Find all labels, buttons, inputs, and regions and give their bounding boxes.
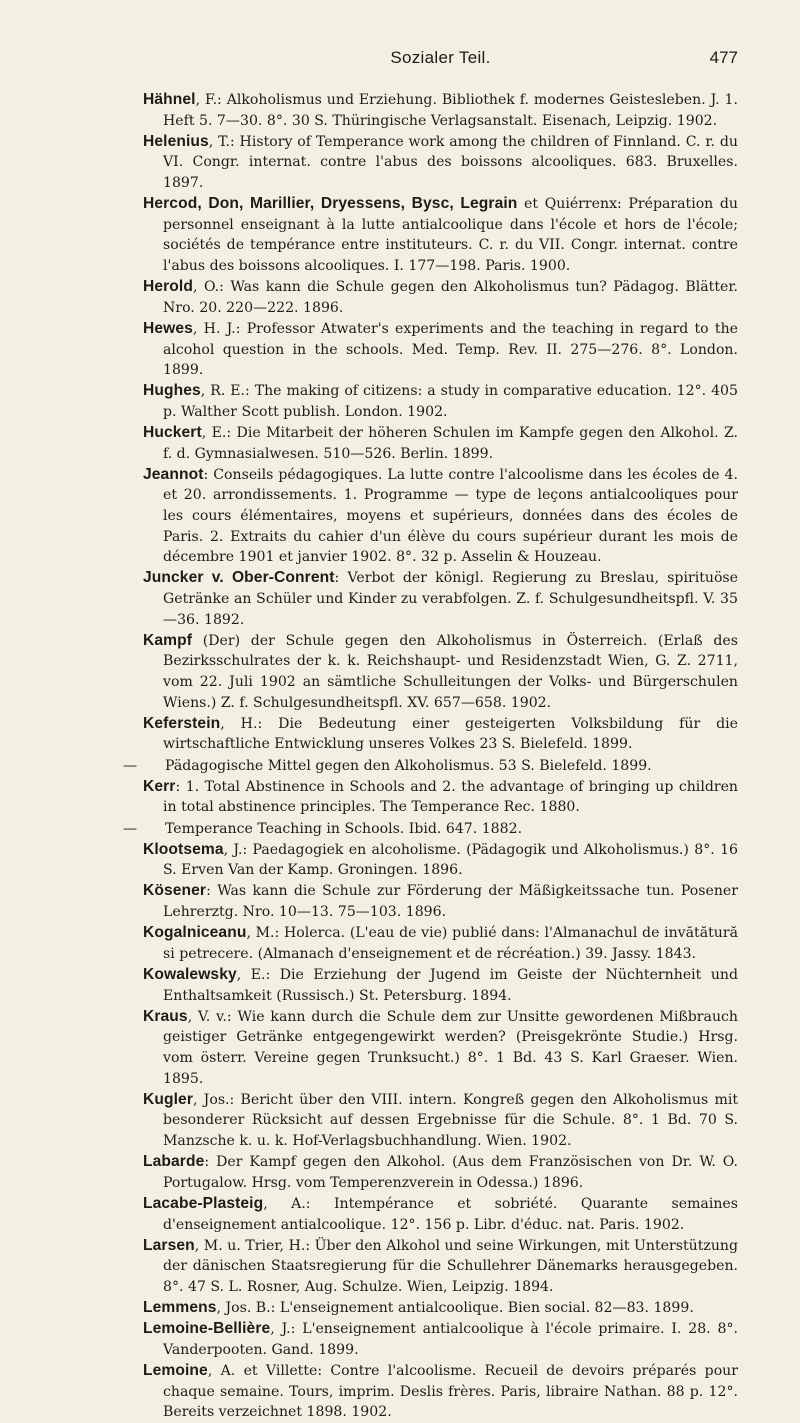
- bibliography-entry: [143, 965, 738, 1006]
- entry-author: Juncker v. Ober-Conrent: [143, 569, 335, 587]
- ditto-dash: —: [123, 757, 138, 774]
- bibliography-entry: [143, 423, 738, 464]
- entry-author: Kowalewsky: [143, 966, 237, 984]
- bibliography-entry: [143, 194, 738, 276]
- bibliography-entry: [143, 840, 738, 881]
- entry-details: , R. E.: The making of citizens: a study in comparative education. 12°. 405 p. Walther Scott publish. London. 1902.: [163, 383, 738, 420]
- entry-details: , A. et Villette: Contre l'alcoolisme. Recueil de devoirs préparés pour chaque semaine. Tours, imprim. Deslis frères. Paris, libraire Nathan. 88 p. 12°. Bereits verzeichnet 1898. 1902.: [163, 1363, 738, 1421]
- entry-author: Kraus: [143, 1007, 188, 1025]
- entry-details: , H. J.: Professor Atwater's experiments and the teaching in regard to the alcohol question in the schools. Med. Temp. Rev. II. 275—276. 8°. London. 1899.: [163, 320, 738, 379]
- entry-author: Hughes: [143, 382, 201, 400]
- entry-author: Lemoine-Bellière: [143, 1320, 271, 1338]
- bibliography-entry: [143, 1236, 738, 1298]
- bibliography-entry: [143, 1007, 738, 1089]
- entry-details: , E.: Die Erziehung der Jugend im Geiste der Nüchternheit und Enthaltsamkeit (Russisch.) St. Petersburg. 1894.: [163, 967, 738, 1004]
- entry-details: : Der Kampf gegen den Alkohol. (Aus dem Französischen von Dr. W. O. Portugalow. Hrsg. vom Temperenzverein in Odessa.) 1896.: [163, 1154, 738, 1191]
- entry-author: Hähnel: [143, 91, 196, 108]
- entry-details: : Verbot der königl. Regierung zu Breslau, spirituöse Getränke an Schüler und Kinder zu verabfolgen. Z. f. Schulgesundheitspfl. V. 35—36. 1892.: [163, 570, 739, 628]
- entry-details: , M. u. Trier, H.: Über den Alkohol und seine Wirkungen, mit Unterstützung der dänischen Staatsregierung für die Schullehrer Dänemarks herausgegeben. 8°. 47 S. L. Rosner, Aug. Schulze. Wien, Leipzig. 1894.: [163, 1237, 738, 1295]
- bibliography-entry: [143, 568, 738, 630]
- bibliography-entry: [143, 777, 738, 818]
- entry-details: , M.: Holerca. (L'eau de vie) publié dans: l'Almanachul de invătătură si petrecere. (Almanach d'enseignement et de récréation.) 39. Jassy. 1843.: [163, 925, 738, 962]
- entry-author: Kerr: [143, 777, 176, 795]
- bibliography-entry: [143, 381, 738, 422]
- entry-author: Hercod, Don, Marillier, Dryessens, Bysc, Legrain: [143, 195, 518, 213]
- entry-details: , Jos. B.: L'enseignement antialcoolique. Bien social. 82—83. 1899.: [216, 1300, 694, 1317]
- bibliography-entry: [143, 714, 738, 755]
- entry-author: Klootsema: [143, 840, 224, 858]
- entry-details: : Conseils pédagogiques. La lutte contre l'alcoolisme dans les écoles de 4. et 20. arrondissements. 1. Programme — type de leçons antialcooliques pour les cours élémentaires, moyens et supérieurs, données dans des écoles de Paris. 2. Extraits du cahier d'un élève du cours supérieur durant les mois de décembre 1901 et janvier 1902. 8°. 32 p. Asselin & Houzeau.: [163, 466, 738, 566]
- entry-details: , Jos.: Bericht über den VIII. intern. Kongreß gegen den Alkoholismus mit besonderer Rücksicht auf dessen Ergebnisse für die Schule. 8°. 1 Bd. 70 S. Manzsche k. u. k. Hof-Verlagsbuchhandlung. Wien. 1902.: [163, 1091, 738, 1149]
- bibliography-entry: [143, 1361, 738, 1423]
- entry-details: , J.: Paedagogiek en alcoholisme. (Pädagogik und Alkoholismus.) 8°. 16 S. Erven Van der Kamp. Groningen. 1896.: [163, 841, 738, 879]
- bibliography-list: [123, 90, 739, 1423]
- bibliography-entry: [143, 277, 738, 318]
- entry-author: Huckert: [143, 424, 202, 442]
- bibliography-entry: [123, 756, 738, 777]
- entry-author: Kogalniceanu: [143, 924, 247, 942]
- entry-details: (Der) der Schule gegen den Alkoholismus in Österreich. (Erlaß des Bezirksschulrates der k. k. Reichshaupt- und Residenzstadt Wien, G. Z. 2711, vom 22. Juli 1902 an sämtliche Schulleitungen der Volks- und Bürgerschulen Wiens.) Z. f. Schulgesundheitspfl. XV. 657—658. 1902.: [163, 632, 738, 711]
- ditto-dash: —: [123, 820, 138, 837]
- entry-details: , O.: Was kann die Schule gegen den Alkoholismus tun? Pädagog. Blätter. Nro. 20. 220—222. 1896.: [163, 279, 738, 316]
- bibliography-entry: [143, 1090, 738, 1152]
- entry-details: , H.: Die Bedeutung einer gesteigerten Volksbildung für die wirtschaftliche Entwicklung unseres Volkes 23 S. Bielefeld. 1899.: [163, 715, 738, 753]
- bibliography-entry: [143, 1194, 738, 1235]
- running-title: Sozialer Teil.: [390, 48, 491, 67]
- entry-details: : Was kann die Schule zur Förderung der Mäßigkeitssache tun. Posener Lehrerztg. Nro. 10—13. 75—103. 1896.: [163, 883, 738, 921]
- entry-author: Herold: [143, 278, 193, 296]
- entry-author: Helenius: [143, 132, 209, 150]
- entry-author: Lemoine: [143, 1362, 208, 1380]
- entry-details: , F.: Alkoholismus und Erziehung. Bibliothek f. modernes Geistesleben. J. 1. Heft 5. 7—30. 8°. 30 S. Thüringische Verlagsanstalt. Eisenach, Leipzig. 1902.: [163, 92, 738, 129]
- entry-author: Lacabe-Plasteig: [143, 1194, 264, 1212]
- entry-author: Hewes: [143, 319, 193, 337]
- entry-author: Kampf: [143, 631, 193, 649]
- bibliography-entry: [143, 1152, 738, 1193]
- bibliography-entry: [143, 1319, 738, 1360]
- entry-author: Kösener: [143, 882, 207, 900]
- entry-details: , V. v.: Wie kann durch die Schule dem zur Unsitte gewordenen Mißbrauch geistiger Getränke entgegengewirkt werden? (Preisgekrönte Studie.) Hrsg. vom österr. Vereine gegen Trunksucht.) 8°. 1 Bd. 43 S. Karl Graeser. Wien. 1895.: [163, 1008, 738, 1087]
- entry-author: Lemmens: [143, 1299, 217, 1317]
- entry-author: Kugler: [143, 1090, 193, 1108]
- entry-author: Larsen: [143, 1236, 195, 1254]
- entry-details: Temperance Teaching in Schools. Ibid. 647. 1882.: [165, 820, 523, 837]
- bibliography-entry: [143, 923, 738, 964]
- entry-author: Keferstein: [143, 714, 221, 732]
- page-header: [143, 48, 738, 74]
- bibliography-entry: [143, 631, 738, 713]
- entry-author: Jeannot: [143, 465, 204, 483]
- entry-author: Labarde: [143, 1153, 205, 1171]
- page-number: 477: [709, 48, 738, 67]
- entry-details: , A.: Intempérance et sobriété. Quarante semaines d'enseignement antialcoolique. 12°. 156 p. Libr. d'éduc. nat. Paris. 1902.: [163, 1195, 738, 1233]
- entry-details: et Quiérrenx: Préparation du personnel enseignant à la lutte antialcoolique dans l'école et hors de l'école; sociétés de tempérance entre instituteurs. C. r. du VII. Congr. internat. contre l'abus des boissons alcooliques. I. 177—198. Paris. 1900.: [163, 196, 739, 274]
- entry-details: Pädagogische Mittel gegen den Alkoholismus. 53 S. Bielefeld. 1899.: [165, 757, 652, 774]
- bibliography-entry: [143, 319, 738, 381]
- entry-details: , T.: History of Temperance work among the children of Finnland. C. r. du VI. Congr. internat. contre l'abus des boissons alcooliques. 683. Bruxelles. 1897.: [163, 133, 738, 191]
- bibliography-entry: [143, 90, 738, 131]
- entry-details: , J.: L'enseignement antialcoolique à l'école primaire. I. 28. 8°. Vanderpooten. Gand. 1899.: [163, 1321, 738, 1358]
- entry-details: : 1. Total Abstinence in Schools and 2. the advantage of bringing up children in total abstinence principles. The Temperance Rec. 1880.: [163, 778, 738, 816]
- bibliography-entry: [143, 1298, 738, 1319]
- bibliography-entry: [143, 465, 738, 568]
- bibliography-entry: [123, 819, 738, 840]
- bibliography-entry: [143, 881, 738, 922]
- bibliography-entry: [143, 132, 738, 194]
- entry-details: , E.: Die Mitarbeit der höheren Schulen im Kampfe gegen den Alkohol. Z. f. d. Gymnasialwesen. 510—526. Berlin. 1899.: [163, 425, 738, 462]
